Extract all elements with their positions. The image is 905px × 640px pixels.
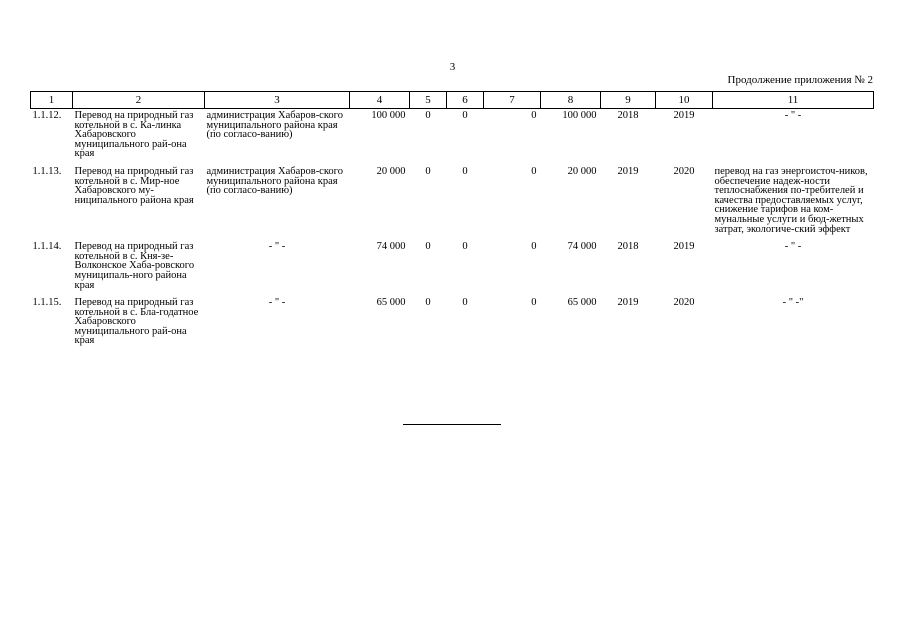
column-header: 3	[205, 92, 350, 109]
row-col6: 0	[462, 165, 468, 177]
row-col7: 0	[531, 297, 537, 309]
table-row	[31, 240, 874, 296]
table-row	[31, 109, 874, 165]
row-executor: - " -	[268, 241, 286, 253]
row-id: 1.1.12.	[32, 110, 62, 121]
row-col7: 0	[531, 241, 537, 253]
row-result: - " -"	[782, 297, 804, 309]
row-col8: 100 000	[562, 110, 597, 121]
column-header: 2	[73, 92, 205, 109]
row-id: 1.1.14.	[32, 241, 62, 253]
column-header: 5	[410, 92, 447, 109]
row-start-year: 2018	[617, 241, 639, 253]
row-result: перевод на газ энергоисточ-ников, обеспечение надеж-ности теплоснабжения по-требителей и качества предоставляемых услуг, снижение тарифов на ком-мунальные услуги и бюд-жетных затрат, экологиче-ский эффект	[714, 165, 868, 235]
program-table	[30, 91, 874, 352]
row-col6: 0	[462, 241, 468, 253]
column-header: 11	[713, 92, 874, 109]
column-header: 8	[541, 92, 601, 109]
row-total: 20 000	[376, 165, 406, 177]
row-total: 65 000	[376, 297, 406, 309]
row-executor: администрация Хабаров-ского муниципального района края (по согласо-ванию)	[206, 165, 343, 197]
table-row	[31, 296, 874, 352]
column-header: 4	[350, 92, 410, 109]
row-result: - " -	[784, 241, 802, 253]
column-header: 9	[601, 92, 656, 109]
row-id: 1.1.15.	[32, 297, 62, 309]
row-end-year: 2019	[673, 241, 695, 253]
column-header: 7	[484, 92, 541, 109]
row-col5: 0	[425, 165, 431, 177]
row-executor: - " -	[268, 297, 286, 309]
row-col8: 74 000	[567, 241, 597, 253]
row-total: 100 000	[371, 110, 406, 121]
row-executor: администрация Хабаров-ского муниципального района края (по согласо-ванию)	[206, 110, 343, 141]
row-start-year: 2019	[617, 165, 639, 177]
row-col5: 0	[425, 241, 431, 253]
column-header: 10	[656, 92, 713, 109]
header-row	[31, 92, 874, 109]
row-end-year: 2019	[673, 110, 695, 121]
row-col6: 0	[462, 297, 468, 309]
row-col5: 0	[425, 297, 431, 309]
column-header: 1	[31, 92, 73, 109]
row-col8: 20 000	[567, 165, 597, 177]
row-name: Перевод на природный газ котельной в с. Бла-годатное Хабаровского муниципального рай-она края	[74, 297, 199, 347]
row-name: Перевод на природный газ котельной в с. Ка-линка Хабаровского муниципального рай-она края	[74, 110, 194, 160]
row-name: Перевод на природный газ котельной в с. Кня-зе-Волконское Хаба-ровского муниципаль-ного района края	[74, 241, 195, 291]
row-result: - " -	[784, 110, 802, 121]
row-id: 1.1.13.	[32, 165, 62, 177]
continuation-note: Продолжение приложения № 2	[727, 74, 873, 86]
row-end-year: 2020	[673, 297, 695, 309]
row-col5: 0	[425, 110, 431, 121]
row-start-year: 2019	[617, 297, 639, 309]
column-header: 6	[447, 92, 484, 109]
row-name: Перевод на природный газ котельной в с. Мир-ное Хабаровского му-ниципального района края	[74, 165, 194, 206]
row-end-year: 2020	[673, 165, 695, 177]
row-start-year: 2018	[617, 110, 639, 121]
page-number: 3	[449, 61, 456, 73]
row-total: 74 000	[376, 241, 406, 253]
table-row	[31, 165, 874, 240]
row-col6: 0	[462, 110, 468, 121]
row-col7: 0	[531, 165, 537, 177]
closing-divider	[403, 424, 501, 425]
row-col8: 65 000	[567, 297, 597, 309]
row-col7: 0	[531, 110, 537, 121]
